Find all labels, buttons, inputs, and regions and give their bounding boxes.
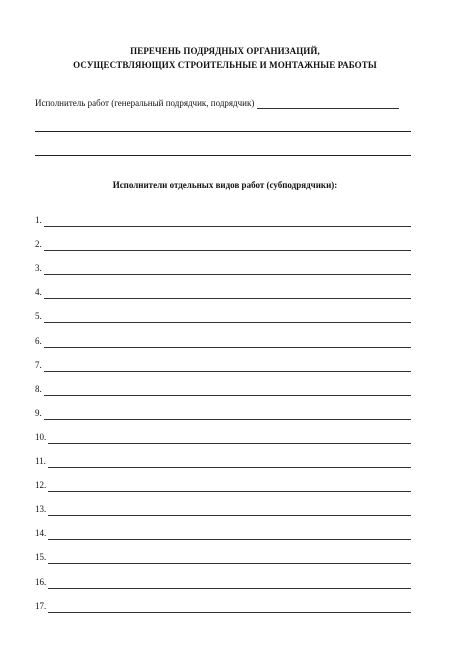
- subcontractor-fill-line[interactable]: [44, 361, 411, 372]
- row-number: 9.: [35, 407, 42, 418]
- subcontractor-fill-line[interactable]: [44, 337, 411, 348]
- subcontractor-fill-line[interactable]: [44, 312, 411, 323]
- row-number: 13.: [35, 504, 47, 515]
- row-number: 17.: [35, 600, 47, 611]
- row-number: 8.: [35, 383, 42, 394]
- document-title-line-1: ПЕРЕЧЕНЬ ПОДРЯДНЫХ ОРГАНИЗАЦИЙ,: [130, 46, 320, 56]
- subcontractor-row: [35, 540, 411, 564]
- subcontractor-fill-line[interactable]: [44, 216, 411, 227]
- subcontractor-row: [35, 372, 411, 396]
- subcontractor-row: [35, 251, 411, 275]
- row-number: 1.: [35, 215, 42, 226]
- subcontractor-row: [35, 564, 411, 588]
- subcontractors-heading: Исполнители отдельных видов работ (субподрядчики):: [112, 180, 338, 190]
- subcontractor-fill-line[interactable]: [44, 288, 411, 299]
- subcontractor-list: [35, 203, 411, 613]
- subcontractor-fill-line[interactable]: [48, 481, 411, 492]
- row-number: 11.: [35, 456, 46, 467]
- subcontractor-fill-line[interactable]: [44, 409, 411, 420]
- subcontractor-fill-line[interactable]: [44, 240, 411, 251]
- subcontractor-fill-line[interactable]: [44, 385, 411, 396]
- subcontractor-row: [35, 444, 411, 468]
- subcontractor-fill-line[interactable]: [48, 433, 411, 444]
- subcontractor-fill-line[interactable]: [48, 553, 411, 564]
- subcontractor-fill-line[interactable]: [48, 505, 411, 516]
- row-number: 5.: [35, 311, 42, 322]
- subcontractor-row: [35, 203, 411, 227]
- subcontractor-row: [35, 348, 411, 372]
- subcontractor-row: [35, 299, 411, 323]
- subcontractor-fill-line[interactable]: [48, 602, 411, 613]
- executor-label: Исполнитель работ (генеральный подрядчик, подрядчик): [35, 98, 255, 108]
- row-number: 4.: [35, 287, 42, 298]
- subcontractor-row: [35, 227, 411, 251]
- executor-fill-line-3[interactable]: [35, 155, 411, 156]
- row-number: 14.: [35, 528, 47, 539]
- subcontractor-row: [35, 589, 411, 613]
- subcontractor-row: [35, 396, 411, 420]
- row-number: 12.: [35, 480, 47, 491]
- row-number: 3.: [35, 263, 42, 274]
- row-number: 2.: [35, 239, 42, 250]
- executor-field-row: [35, 95, 415, 109]
- row-number: 16.: [35, 576, 47, 587]
- subcontractor-row: [35, 468, 411, 492]
- row-number: 15.: [35, 552, 47, 563]
- document-title-line-2: ОСУЩЕСТВЛЯЮЩИХ СТРОИТЕЛЬНЫЕ И МОНТАЖНЫЕ РАБОТЫ: [73, 60, 377, 70]
- executor-fill-line-2[interactable]: [35, 131, 411, 132]
- row-number: 10.: [35, 431, 47, 442]
- subcontractor-row: [35, 275, 411, 299]
- row-number: 6.: [35, 335, 42, 346]
- subcontractor-fill-line[interactable]: [48, 578, 411, 589]
- executor-fill-line[interactable]: [257, 98, 399, 109]
- subcontractor-fill-line[interactable]: [48, 457, 411, 468]
- subcontractor-row: [35, 420, 411, 444]
- subcontractor-row: [35, 323, 411, 347]
- subcontractor-row: [35, 492, 411, 516]
- row-number: 7.: [35, 359, 42, 370]
- subcontractor-row: [35, 516, 411, 540]
- subcontractor-fill-line[interactable]: [44, 264, 411, 275]
- subcontractor-fill-line[interactable]: [48, 529, 411, 540]
